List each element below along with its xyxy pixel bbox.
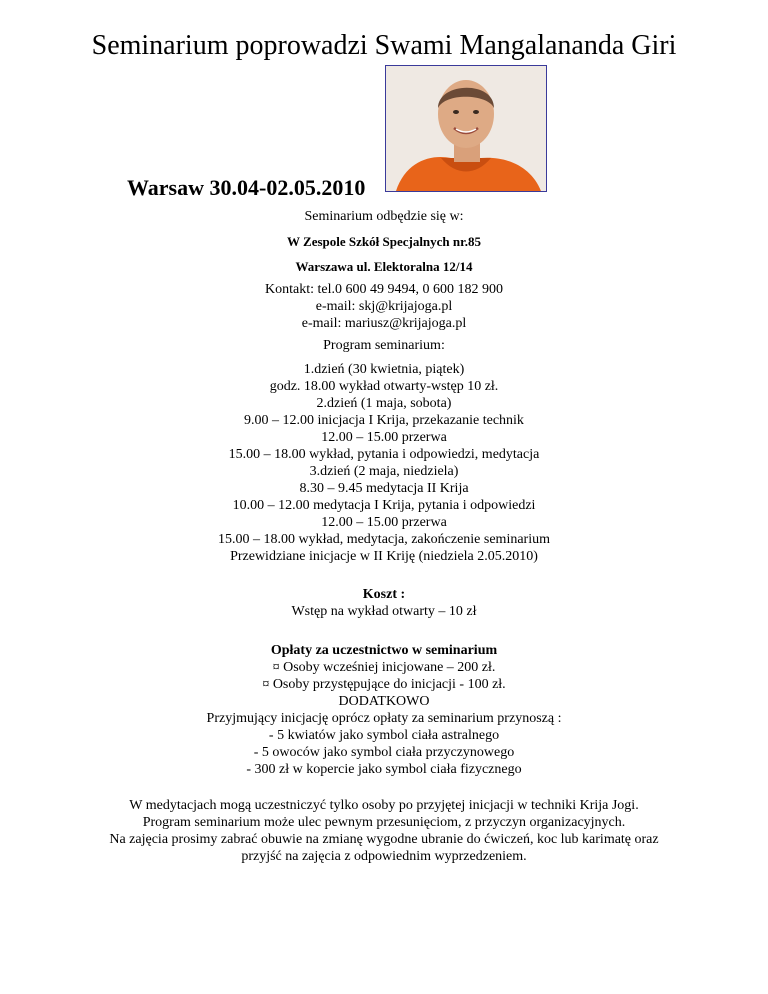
fee-line: - 5 owoców jako symbol ciała przyczynowego	[253, 745, 515, 760]
venue-intro: Seminarium odbędzie się w:	[304, 209, 464, 224]
program-line: 10.00 – 12.00 medytacja I Krija, pytania i odpowiedzi	[232, 498, 536, 513]
venue-school: W Zespole Szkół Specjalnych nr.85	[287, 234, 481, 249]
program-list	[0, 361, 768, 548]
fee-line: Przyjmujący inicjację oprócz opłaty za seminarium przynoszą :	[206, 711, 562, 726]
fee-line: ¤ Osoby przystępujące do inicjacji - 100 zł.	[262, 677, 506, 692]
initiations-note: Przewidziane inicjacje w II Kriję (niedziela 2.05.2010)	[230, 549, 538, 564]
program-line: godz. 18.00 wykład otwarty-wstęp 10 zł.	[269, 379, 499, 394]
program-title: Program seminarium:	[323, 338, 445, 353]
program-line: 12.00 – 15.00 przerwa	[321, 430, 447, 445]
fee-line: DODATKOWO	[338, 694, 430, 709]
cost-lecture: Wstęp na wykład otwarty – 10 zł	[291, 604, 477, 619]
program-line: 1.dzień (30 kwietnia, piątek)	[303, 362, 465, 377]
contact-email-1: e-mail: skj@krijajoga.pl	[315, 299, 453, 314]
fee-line: - 5 kwiatów jako symbol ciała astralnego	[268, 728, 500, 743]
cost-title: Koszt :	[362, 587, 406, 602]
fees-title: Opłaty za uczestnictwo w seminarium	[270, 643, 498, 658]
fee-line: - 300 zł w kopercie jako symbol ciała fizycznego	[246, 762, 522, 777]
program-line: 15.00 – 18.00 wykład, pytania i odpowiedzi, medytacja	[228, 447, 540, 462]
program-line: 2.dzień (1 maja, sobota)	[316, 396, 452, 411]
event-heading: Warsaw 30.04-02.05.2010	[127, 175, 366, 200]
page-title: Seminarium poprowadzi Swami Mangalananda Giri	[91, 30, 677, 61]
program-line: 8.30 – 9.45 medytacja II Krija	[299, 481, 469, 496]
venue-address: Warszawa ul. Elektoralna 12/14	[295, 259, 473, 274]
footer-line: W medytacjach mogą uczestniczyć tylko osoby po przyjętej inicjacji w techniki Krija Jogi.	[129, 798, 639, 813]
program-line: 15.00 – 18.00 wykład, medytacja, zakończenie seminarium	[217, 532, 550, 547]
fee-line: ¤ Osoby wcześniej inicjowane – 200 zł.	[272, 660, 496, 675]
contact-phone: Kontakt: tel.0 600 49 9494, 0 600 182 900	[265, 282, 503, 297]
footer-line: Program seminarium może ulec pewnym przesunięciom, z przyczyn organizacyjnych.	[142, 815, 626, 830]
footer-line: przyjść na zajęcia z odpowiednim wyprzedzeniem.	[241, 849, 527, 864]
footer-line: Na zajęcia prosimy zabrać obuwie na zmianę wygodne ubranie do ćwiczeń, koc lub karimatę oraz	[109, 832, 659, 847]
footer-notes	[0, 797, 768, 865]
portrait-photo	[385, 65, 547, 192]
program-line: 3.dzień (2 maja, niedziela)	[309, 464, 459, 479]
fees-list	[0, 659, 768, 778]
contact-block	[0, 281, 768, 332]
program-line: 12.00 – 15.00 przerwa	[321, 515, 447, 530]
contact-email-2: e-mail: mariusz@krijajoga.pl	[301, 316, 467, 331]
program-line: 9.00 – 12.00 inicjacja I Krija, przekazanie technik	[244, 413, 524, 428]
